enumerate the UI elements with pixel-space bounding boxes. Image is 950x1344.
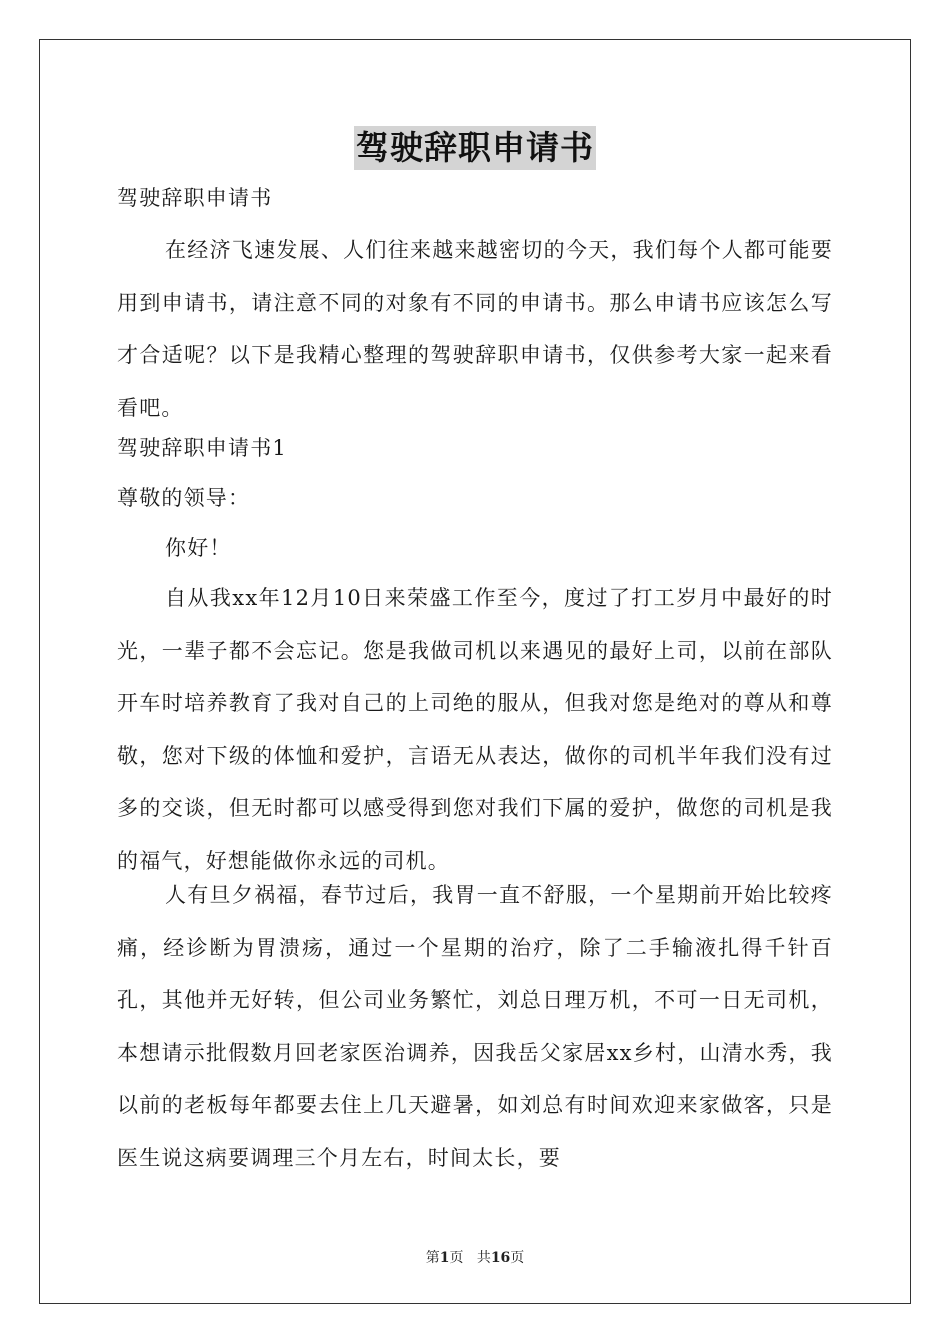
section-heading: 驾驶辞职申请书1 bbox=[117, 436, 287, 460]
body-paragraph-2: 人有旦夕祸福，春节过后，我胃一直不舒服，一个星期前开始比较疼痛，经诊断为胃溃疡，通过一个星期的治疗，除了二手输液扎得千针百孔，其他并无好转，但公司业务繁忙，刘总日理万机，不可一日无司机，本想请示批假数月回老家医治调养，因我岳父家居xx乡村，山清水秀，我以前的老板每年都要去住上几天避暑，如刘总有时间欢迎来家做客，只是医生说这病要调理三个月左右，时间太长，要 bbox=[117, 883, 833, 1170]
document-title: 驾驶辞职申请书 bbox=[354, 126, 596, 170]
total-suffix: 页 bbox=[510, 1250, 525, 1266]
page-prefix: 第 bbox=[425, 1250, 440, 1266]
body-paragraph-1: 自从我xx年12月10日来荣盛工作至今，度过了打工岁月中最好的时光，一辈子都不会忘记。您是我做司机以来遇见的最好上司，以前在部队开车时培养教育了我对自己的上司绝的服从，但我对您是绝对的尊从和尊敬，您对下级的体恤和爱护，言语无从表达，做你的司机半年我们没有过多的交谈，但无时都可以感受得到您对我们下属的爱护，做您的司机是我的福气，好想能做你永远的司机。 bbox=[117, 586, 833, 873]
current-page-number: 1 bbox=[439, 1250, 450, 1266]
total-page-number: 16 bbox=[490, 1250, 511, 1266]
page-suffix: 页 bbox=[449, 1250, 464, 1266]
intro-paragraph: 在经济飞速发展、人们往来越来越密切的今天，我们每个人都可能要用到申请书，请注意不同的对象有不同的申请书。那么申请书应该怎么写才合适呢？以下是我精心整理的驾驶辞职申请书，仅供参考大家一起来看看吧。 bbox=[117, 238, 833, 420]
greeting: 你好！ bbox=[165, 536, 232, 560]
page-footer bbox=[0, 1247, 950, 1267]
title-container bbox=[0, 126, 950, 170]
heading-line: 驾驶辞职申请书 bbox=[117, 186, 273, 210]
total-prefix: 共 bbox=[476, 1250, 491, 1266]
salutation: 尊敬的领导： bbox=[117, 486, 251, 510]
